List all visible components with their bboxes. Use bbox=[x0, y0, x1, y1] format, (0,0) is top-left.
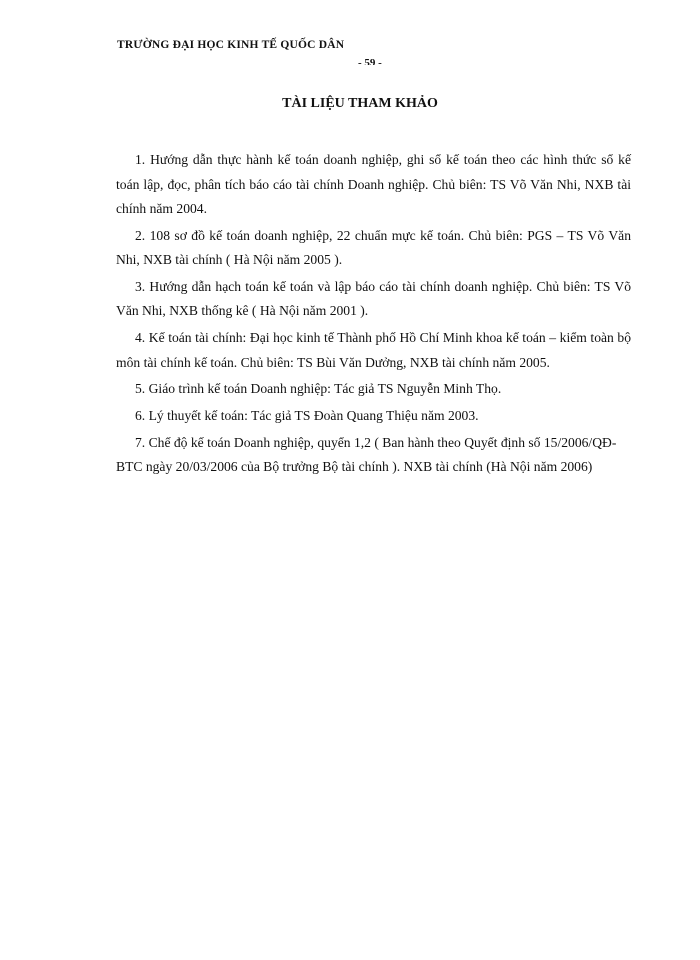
reference-item-7: 7. Chế độ kế toán Doanh nghiệp, quyển 1,2 ( Ban hành theo Quyết định số 15/2006/QĐ-BTC ngày 20/03/2006 của Bộ trưởng Bộ tài chính ). NXB tài chính (Hà Nội năm 2006) bbox=[116, 434, 617, 475]
reference-item-3: 3. Hướng dẫn hạch toán kế toán và lập báo cáo tài chính doanh nghiệp. Chủ biên: TS Võ Văn Nhi, NXB thống kê ( Hà Nội năm 2001 ). bbox=[116, 278, 631, 319]
reference-item-2: 2. 108 sơ đồ kế toán doanh nghiệp, 22 chuẩn mực kế toán. Chủ biên: PGS – TS Võ Văn Nhi, NXB tài chính ( Hà Nội năm 2005 ). bbox=[116, 227, 631, 268]
reference-item-6: 6. Lý thuyết kế toán: Tác giả TS Đoàn Quang Thiệu năm 2003. bbox=[135, 407, 479, 423]
reference-item-1: 1. Hướng dẫn thực hành kế toán doanh nghiệp, ghi sổ kế toán theo các hình thức sổ kế toán lập, đọc, phân tích báo cáo tài chính Doanh nghiệp. Chủ biên: TS Võ Văn Nhi, NXB tài chính năm 2004. bbox=[116, 152, 631, 216]
page-number: - 59 - bbox=[358, 57, 382, 65]
reference-item-4: 4. Kế toán tài chính: Đại học kinh tế Thành phố Hồ Chí Minh khoa kế toán – kiểm toàn bộ môn tài chính kế toán. Chủ biên: TS Bùi Văn Dưởng, NXB tài chính năm 2005. bbox=[116, 330, 631, 370]
reference-item-5: 5. Giáo trình kế toán Doanh nghiệp: Tác giả TS Nguyễn Minh Thọ. bbox=[135, 381, 502, 397]
reference-list bbox=[116, 148, 631, 482]
institution-header: TRƯỜNG ĐẠI HỌC KINH TẾ QUỐC DÂN bbox=[117, 39, 345, 51]
page-title: TÀI LIỆU THAM KHẢO bbox=[282, 96, 438, 111]
